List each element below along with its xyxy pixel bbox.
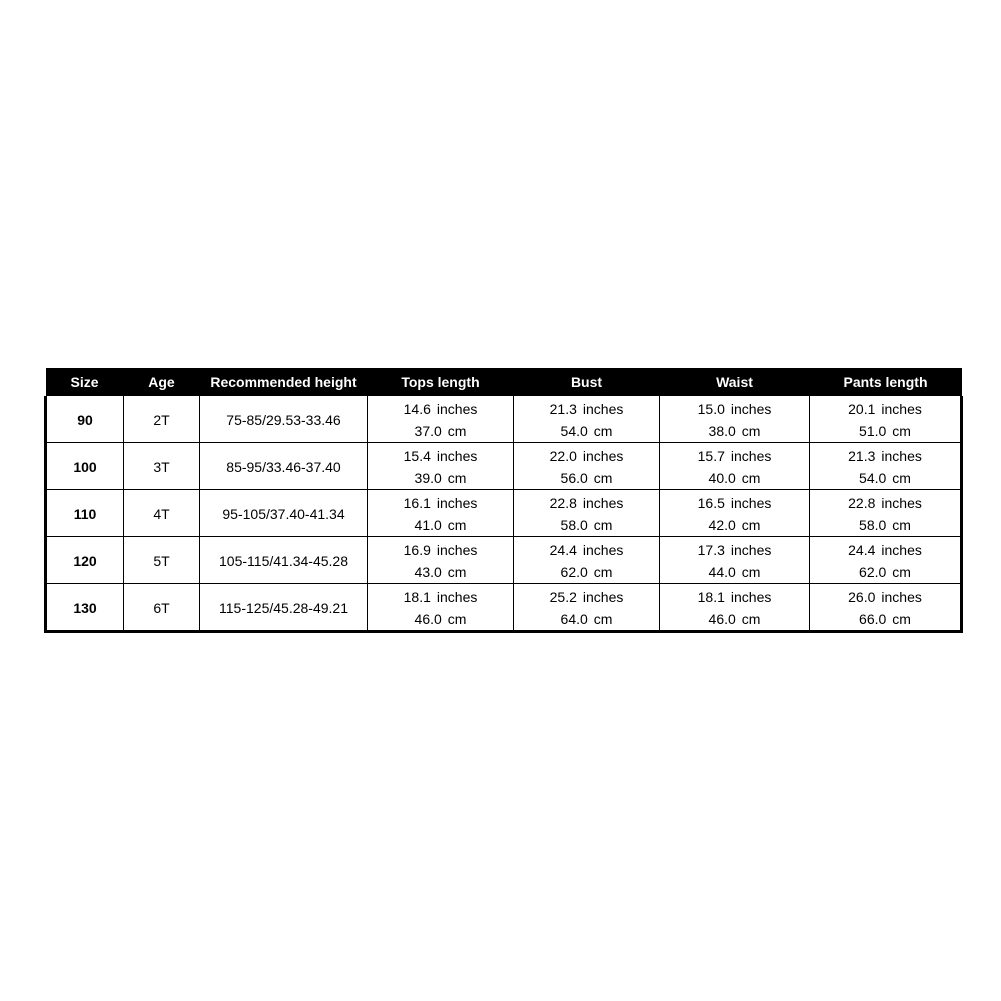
bust-inches-cell <box>514 537 660 562</box>
measurement-value: 22.8 <box>549 495 577 511</box>
measurement-unit: inches <box>730 401 772 417</box>
measurement-value: 54.0 <box>560 423 588 439</box>
measurement-value: 18.1 <box>403 589 431 605</box>
tops-length-cm-cell <box>368 608 514 632</box>
measurement <box>848 542 922 558</box>
measurement <box>848 495 922 511</box>
waist-cm-cell <box>660 420 810 443</box>
tops-length-inches-cell <box>368 584 514 609</box>
measurement-unit: cm <box>593 423 613 439</box>
measurement-unit: inches <box>881 448 922 464</box>
measurement <box>698 589 772 605</box>
pants-length-inches-cell <box>810 396 962 420</box>
bust-cm-cell <box>514 608 660 632</box>
measurement-unit: inches <box>582 589 624 605</box>
recommended-height-cell: 75-85/29.53-33.46 <box>200 396 368 443</box>
measurement-value: 64.0 <box>560 611 588 627</box>
measurement-value: 22.0 <box>549 448 577 464</box>
pants-length-inches-cell <box>810 537 962 562</box>
measurement-value: 21.3 <box>848 448 876 464</box>
measurement-unit: cm <box>447 423 467 439</box>
measurement <box>561 423 613 439</box>
measurement-unit: cm <box>447 470 467 486</box>
measurement-value: 14.6 <box>403 401 431 417</box>
measurement-value: 58.0 <box>560 517 588 533</box>
recommended-height-cell: 95-105/37.40-41.34 <box>200 490 368 537</box>
measurement <box>848 401 922 417</box>
measurement-unit: inches <box>582 448 624 464</box>
recommended-height-cell: 115-125/45.28-49.21 <box>200 584 368 632</box>
measurement <box>550 448 624 464</box>
age-cell: 5T <box>124 537 200 584</box>
measurement-unit: cm <box>892 470 911 486</box>
measurement <box>550 495 624 511</box>
tops-length-inches-cell <box>368 443 514 468</box>
measurement-value: 15.4 <box>403 448 431 464</box>
table-row <box>46 396 962 420</box>
measurement-unit: inches <box>582 495 624 511</box>
measurement-unit: inches <box>881 401 922 417</box>
waist-cm-cell <box>660 561 810 584</box>
bust-cm-cell <box>514 561 660 584</box>
measurement <box>698 495 772 511</box>
header-age: Age <box>124 368 200 396</box>
waist-cm-cell <box>660 608 810 632</box>
bust-inches-cell <box>514 443 660 468</box>
tops-length-cm-cell <box>368 467 514 490</box>
bust-cm-cell <box>514 514 660 537</box>
measurement <box>550 589 624 605</box>
age-cell: 4T <box>124 490 200 537</box>
measurement-unit: inches <box>730 495 772 511</box>
measurement <box>709 470 761 486</box>
measurement <box>698 542 772 558</box>
age-cell: 6T <box>124 584 200 632</box>
measurement <box>415 611 467 627</box>
measurement-value: 16.9 <box>403 542 431 558</box>
measurement-value: 17.3 <box>697 542 725 558</box>
pants-length-inches-cell <box>810 443 962 468</box>
measurement-unit: cm <box>741 564 761 580</box>
tops-length-inches-cell <box>368 396 514 420</box>
size-cell: 100 <box>46 443 124 490</box>
measurement-value: 51.0 <box>859 423 887 439</box>
waist-cm-cell <box>660 514 810 537</box>
waist-cm-cell <box>660 467 810 490</box>
measurement-unit: cm <box>892 423 911 439</box>
measurement <box>859 517 911 533</box>
age-cell: 3T <box>124 443 200 490</box>
header-tops-length: Tops length <box>368 368 514 396</box>
bust-inches-cell <box>514 490 660 515</box>
measurement-unit: cm <box>892 517 911 533</box>
pants-length-cm-cell <box>810 514 962 537</box>
measurement-unit: cm <box>593 517 613 533</box>
table-row <box>46 443 962 468</box>
measurement-unit: cm <box>593 470 613 486</box>
size-cell: 110 <box>46 490 124 537</box>
measurement-value: 40.0 <box>708 470 736 486</box>
measurement-unit: cm <box>741 423 761 439</box>
measurement-value: 62.0 <box>560 564 588 580</box>
measurement <box>404 495 478 511</box>
measurement-value: 37.0 <box>414 423 442 439</box>
header-size: Size <box>46 368 124 396</box>
measurement-value: 44.0 <box>708 564 736 580</box>
size-cell: 120 <box>46 537 124 584</box>
measurement-unit: cm <box>447 564 467 580</box>
waist-inches-cell <box>660 537 810 562</box>
measurement-value: 16.1 <box>403 495 431 511</box>
waist-inches-cell <box>660 396 810 420</box>
age-cell: 2T <box>124 396 200 443</box>
measurement <box>859 423 911 439</box>
measurement-value: 43.0 <box>414 564 442 580</box>
measurement-value: 18.1 <box>697 589 725 605</box>
measurement-value: 20.1 <box>848 401 876 417</box>
measurement <box>859 470 911 486</box>
table-body <box>46 396 962 632</box>
measurement <box>404 542 478 558</box>
measurement-unit: inches <box>436 495 478 511</box>
measurement <box>550 542 624 558</box>
tops-length-cm-cell <box>368 514 514 537</box>
bust-inches-cell <box>514 396 660 420</box>
table-header <box>46 368 962 396</box>
header-waist: Waist <box>660 368 810 396</box>
measurement-unit: inches <box>881 589 922 605</box>
recommended-height-cell: 85-95/33.46-37.40 <box>200 443 368 490</box>
measurement-value: 25.2 <box>549 589 577 605</box>
measurement-unit: cm <box>447 611 467 627</box>
measurement-unit: cm <box>593 611 613 627</box>
bust-inches-cell <box>514 584 660 609</box>
size-cell: 90 <box>46 396 124 443</box>
measurement <box>859 611 911 627</box>
measurement-value: 22.8 <box>848 495 876 511</box>
measurement <box>561 517 613 533</box>
measurement-value: 54.0 <box>859 470 887 486</box>
tops-length-inches-cell <box>368 490 514 515</box>
measurement <box>709 564 761 580</box>
measurement <box>404 589 478 605</box>
measurement-unit: inches <box>730 589 772 605</box>
measurement-unit: cm <box>741 470 761 486</box>
measurement <box>709 517 761 533</box>
pants-length-cm-cell <box>810 608 962 632</box>
tops-length-cm-cell <box>368 420 514 443</box>
measurement-value: 58.0 <box>859 517 887 533</box>
measurement <box>404 448 478 464</box>
header-pants-length: Pants length <box>810 368 962 396</box>
measurement-value: 56.0 <box>560 470 588 486</box>
measurement <box>415 470 467 486</box>
size-chart-table <box>44 368 963 633</box>
waist-inches-cell <box>660 443 810 468</box>
tops-length-cm-cell <box>368 561 514 584</box>
measurement-value: 41.0 <box>414 517 442 533</box>
measurement-value: 66.0 <box>859 611 887 627</box>
measurement-value: 21.3 <box>549 401 577 417</box>
measurement-value: 24.4 <box>549 542 577 558</box>
measurement-unit: inches <box>436 589 478 605</box>
measurement-unit: inches <box>436 448 478 464</box>
pants-length-cm-cell <box>810 561 962 584</box>
measurement-unit: inches <box>582 401 624 417</box>
table-row <box>46 490 962 515</box>
measurement <box>709 423 761 439</box>
measurement-unit: inches <box>436 542 478 558</box>
measurement-value: 24.4 <box>848 542 876 558</box>
recommended-height-cell: 105-115/41.34-45.28 <box>200 537 368 584</box>
pants-length-inches-cell <box>810 490 962 515</box>
measurement <box>561 564 613 580</box>
measurement <box>561 611 613 627</box>
measurement <box>415 423 467 439</box>
measurement-value: 46.0 <box>708 611 736 627</box>
measurement <box>848 448 922 464</box>
bust-cm-cell <box>514 420 660 443</box>
header-row <box>46 368 962 396</box>
measurement-value: 39.0 <box>414 470 442 486</box>
header-recommended-height: Recommended height <box>200 368 368 396</box>
measurement-value: 46.0 <box>414 611 442 627</box>
measurement-value: 15.0 <box>697 401 725 417</box>
measurement <box>415 564 467 580</box>
measurement <box>415 517 467 533</box>
measurement-unit: cm <box>593 564 613 580</box>
measurement-value: 16.5 <box>697 495 725 511</box>
table-row <box>46 537 962 562</box>
pants-length-cm-cell <box>810 467 962 490</box>
measurement <box>709 611 761 627</box>
measurement-unit: cm <box>892 564 911 580</box>
measurement-unit: cm <box>741 611 761 627</box>
measurement <box>859 564 911 580</box>
measurement <box>404 401 478 417</box>
measurement-value: 42.0 <box>708 517 736 533</box>
waist-inches-cell <box>660 490 810 515</box>
measurement-unit: cm <box>741 517 761 533</box>
measurement <box>550 401 624 417</box>
pants-length-inches-cell <box>810 584 962 609</box>
measurement-unit: inches <box>881 542 922 558</box>
measurement-unit: cm <box>447 517 467 533</box>
measurement-unit: inches <box>730 448 772 464</box>
tops-length-inches-cell <box>368 537 514 562</box>
header-bust: Bust <box>514 368 660 396</box>
measurement-unit: inches <box>730 542 772 558</box>
measurement <box>848 589 922 605</box>
table-row <box>46 584 962 609</box>
measurement-value: 26.0 <box>848 589 876 605</box>
measurement-value: 15.7 <box>697 448 725 464</box>
measurement <box>561 470 613 486</box>
measurement-unit: inches <box>436 401 478 417</box>
waist-inches-cell <box>660 584 810 609</box>
size-cell: 130 <box>46 584 124 632</box>
pants-length-cm-cell <box>810 420 962 443</box>
measurement <box>698 448 772 464</box>
measurement-unit: cm <box>892 611 911 627</box>
measurement <box>698 401 772 417</box>
measurement-unit: inches <box>582 542 624 558</box>
measurement-value: 62.0 <box>859 564 887 580</box>
measurement-value: 38.0 <box>708 423 736 439</box>
measurement-unit: inches <box>881 495 922 511</box>
bust-cm-cell <box>514 467 660 490</box>
